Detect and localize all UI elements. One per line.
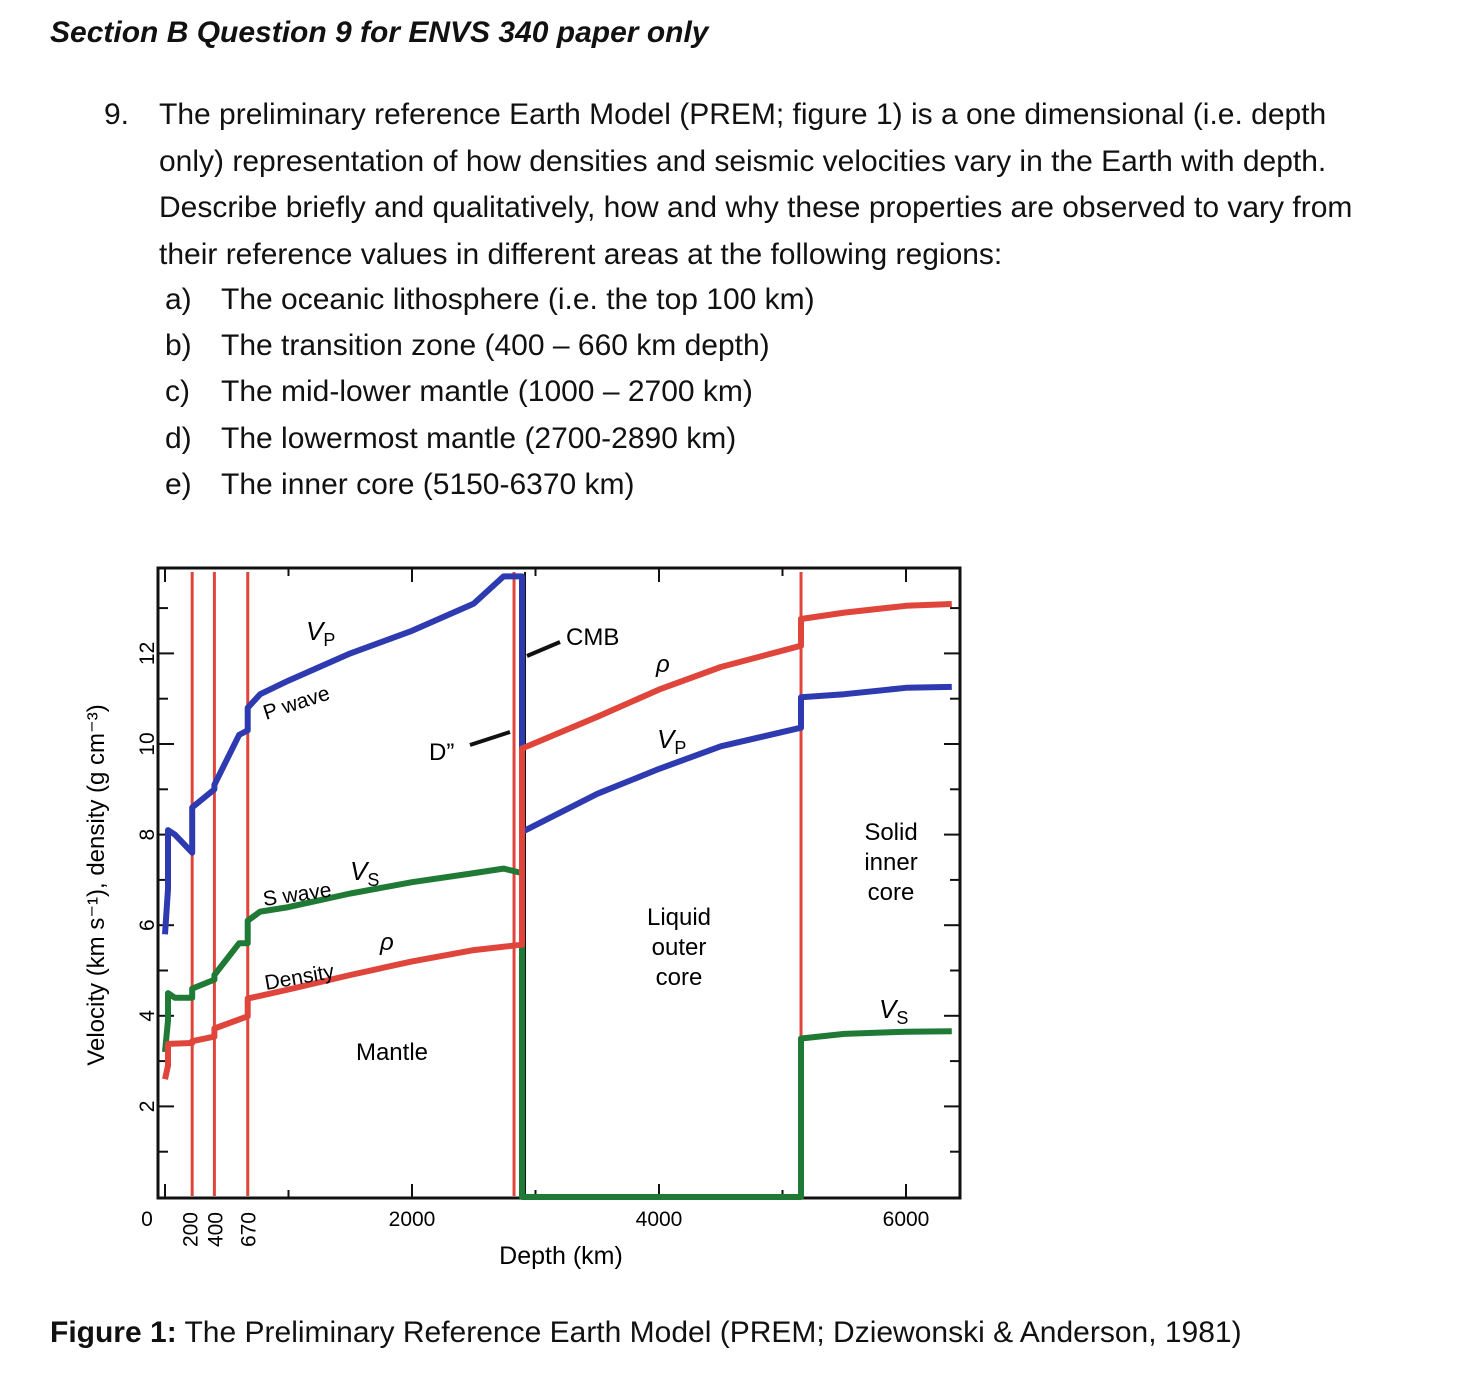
y-tick-label: 12 <box>136 641 159 666</box>
mantle-label: Mantle <box>355 1039 429 1066</box>
liquid-outer-core-label: Liquid outer core <box>646 904 712 991</box>
x-tick-label: 2000 <box>388 1208 436 1231</box>
question-line: The preliminary reference Earth Model (PREM; figure 1) is a one dimensional (i.e. depth <box>159 98 1327 131</box>
question-line: Describe briefly and qualitatively, how and why these properties are observed to vary from <box>159 191 1353 224</box>
rho-label-core: ρ <box>656 651 670 678</box>
vp-label-mantle: $V_P$ <box>306 616 336 650</box>
question-item-e: e) The inner core (5150-6370 km) <box>165 467 635 501</box>
x-tick-label: 0 <box>141 1208 153 1231</box>
plot-frame <box>158 568 960 1198</box>
y-tick-label: 2 <box>136 1100 159 1113</box>
x-axis-label: Depth (km) <box>499 1242 623 1270</box>
cmb-pointer <box>527 642 560 656</box>
x-tick-label: 4000 <box>635 1208 683 1231</box>
vp-label-core: $V_P$ <box>657 724 687 758</box>
boundary-lines <box>192 572 801 1196</box>
question-item-b: b) The transition zone (400 – 660 km depth) <box>165 329 770 363</box>
question-item-a: a) The oceanic lithosphere (i.e. the top 100 km) <box>165 283 815 316</box>
caption-text: The Preliminary Reference Earth Model (PREM; Dziewonski & Anderson, 1981) <box>176 1316 1242 1349</box>
x-tick-label: 6000 <box>882 1208 930 1231</box>
question-item-d: d) The lowermost mantle (2700-2890 km) <box>165 421 737 455</box>
y-tick-label: 4 <box>136 1009 160 1022</box>
rho-label-mantle: ρ <box>380 929 394 956</box>
vs-label-core: $V_S$ <box>879 994 909 1028</box>
question-number: 9. <box>104 98 130 131</box>
vs-label-mantle: $V_S$ <box>350 856 380 890</box>
x-extra-tick-label: 670 <box>237 1212 261 1248</box>
y-tick-label: 8 <box>136 828 159 841</box>
question-item-c: c) The mid-lower mantle (1000 – 2700 km) <box>165 375 753 409</box>
p-wave-label: P wave <box>260 681 333 725</box>
caption-label: Figure 1: <box>50 1316 177 1349</box>
series-line-density <box>165 604 952 1079</box>
cmb-label: CMB <box>566 624 620 651</box>
s-wave-label: S wave <box>261 878 333 911</box>
y-axis-label: Velocity (km s⁻¹), density (g cm⁻³) <box>83 704 110 1066</box>
x-extra-tick-label: 200 <box>179 1212 203 1248</box>
y-tick-label: 10 <box>136 732 159 756</box>
density-label: Density <box>262 960 336 995</box>
d-double-prime-label: D” <box>429 739 455 766</box>
axis-ticks <box>136 568 960 1247</box>
x-extra-tick-label: 400 <box>204 1212 228 1248</box>
solid-inner-core-label: Solid inner core <box>864 819 918 906</box>
figure-caption <box>50 1316 1242 1350</box>
series-line-vp <box>165 576 952 934</box>
section-title: Section B Question 9 for ENVS 340 paper only <box>50 16 709 49</box>
d-double-prime-pointer <box>470 732 510 745</box>
question-line: their reference values in different areas at the following regions: <box>159 237 1003 271</box>
y-tick-label: 6 <box>136 919 159 932</box>
question-line: only) representation of how densities and seismic velocities vary in the Earth with depth. <box>159 144 1327 178</box>
series-line-vs <box>165 869 952 1197</box>
